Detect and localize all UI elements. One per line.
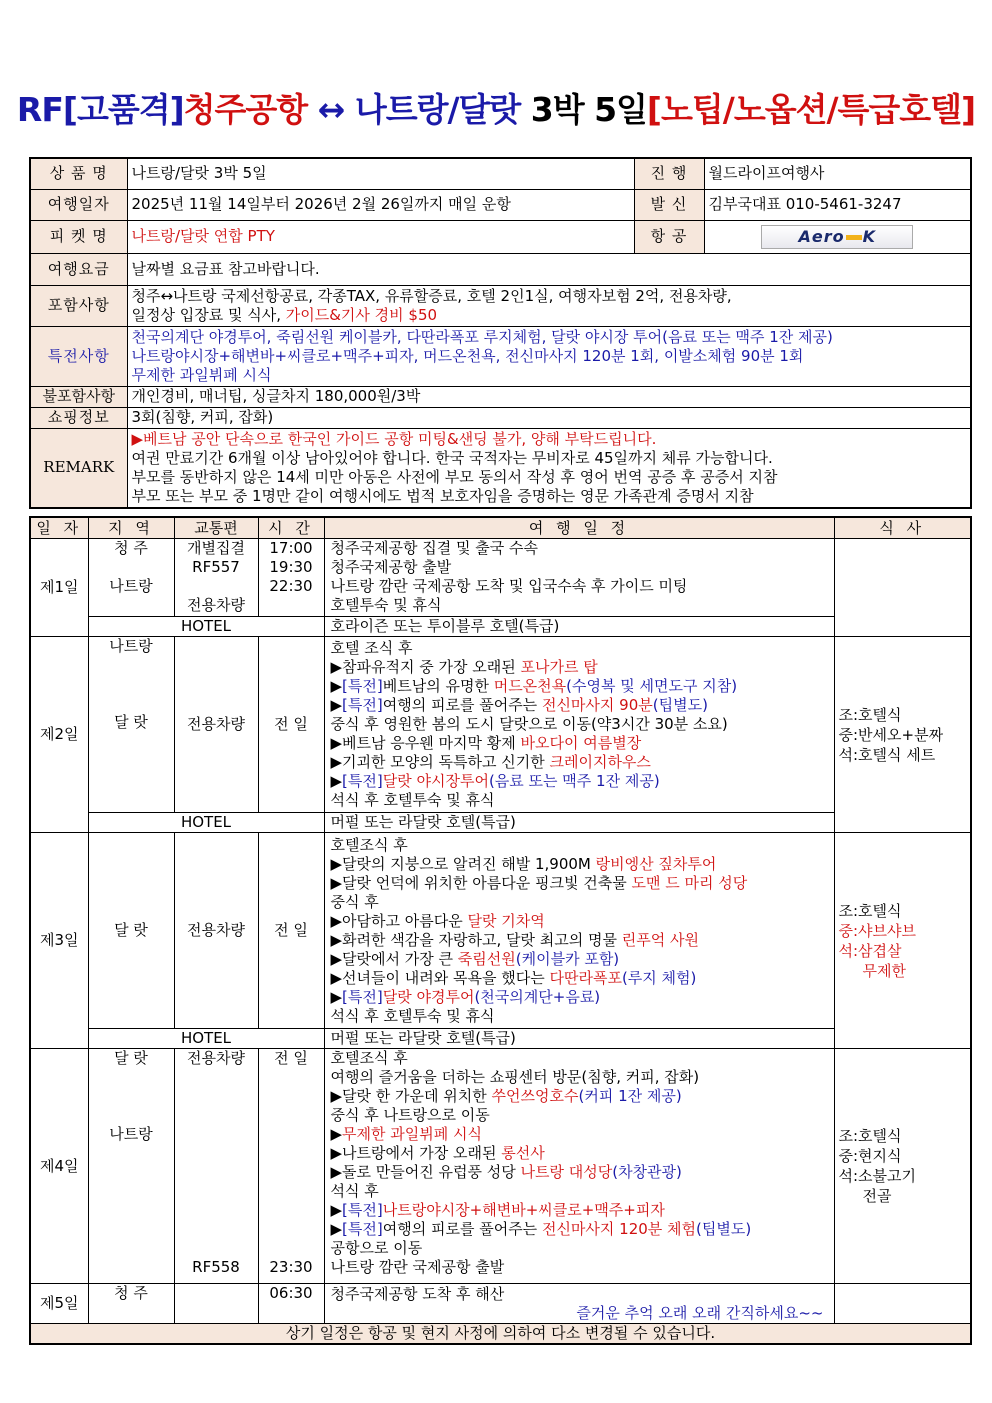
airline-logo-cell	[704, 220, 971, 253]
day1-hotel: 호라이즌 또는 투이블루 호텔(특급)	[324, 617, 834, 637]
day3-label: 제3일	[30, 833, 88, 1049]
remark-value: ▶베트남 공안 단속으로 한국인 가이드 공항 미팅&샌딩 불가, 양해 부탁드립니다. 여권 만료기간 6개월 이상 남아있어야 합니다. 한국 국적자는 무비자로 45일까지 체류 가능합니다. 부모를 동반하지 않은 14세 미만 아동은 사전에 부모 동의서 작성 후 영어 번역 공증 후 공증서 지참 부모 또는 부모 중 1명만 같이 여행시에도 법적 보호자임을 증명하는 영문 가족관계 증명서 지참	[127, 428, 971, 508]
day3-meal: 조:호텔식 중:샤브샤브 석:삼겹살 무제한	[834, 833, 971, 1049]
day3-time: 전 일	[258, 833, 324, 1029]
day5-label: 제5일	[30, 1284, 88, 1324]
header-time: 시 간	[258, 517, 324, 539]
special-value: 천국의계단 야경투어, 죽림선원 케이블카, 다딴라폭포 루지체험, 달랏 야시장 투어(음료 또는 맥주 1잔 제공) 나트랑야시장+해변바+씨클로+맥주+피자, 머드온천욕, 전신마사지 120분 1회, 이발소체험 90분 1회 무제한 과일뷔페 시식	[127, 326, 971, 386]
day2-place: 나트랑 달 랏	[88, 637, 174, 813]
issue-value: 김부국대표 010-5461-3247	[704, 189, 971, 220]
airline-label: 항 공	[634, 220, 704, 253]
day2-transport: 전용차량	[174, 637, 258, 813]
day2-hotel: 머펄 또는 라달랏 호텔(특급)	[324, 813, 834, 833]
header-meal: 식 사	[834, 517, 971, 539]
day5-transport	[174, 1284, 258, 1324]
day5-place: 청 주	[88, 1284, 174, 1324]
progress-label: 진 행	[634, 158, 704, 189]
ticket-value: 나트랑/달랏 연합 PTY	[127, 220, 634, 253]
day1-time: 17:00 19:30 22:30	[258, 539, 324, 617]
header-day: 일 자	[30, 517, 88, 539]
header-plan: 여 행 일 정	[324, 517, 834, 539]
product-value: 나트랑/달랏 3박 5일	[127, 158, 634, 189]
title-origin: 청주공항	[183, 90, 308, 129]
day5-time: 06:30	[258, 1284, 324, 1324]
day1-hotel-label: HOTEL	[88, 617, 324, 637]
title-prefix: RF[고품격]	[16, 90, 184, 129]
day4-place: 달 랏 나트랑	[88, 1049, 174, 1284]
day3-hotel: 머펄 또는 라달랏 호텔(특급)	[324, 1029, 834, 1049]
product-label: 상 품 명	[30, 158, 127, 189]
header-place: 지 역	[88, 517, 174, 539]
exclude-label: 불포함사항	[30, 386, 127, 407]
title-route: ↔ 나트랑/달랏	[307, 90, 531, 129]
shop-value: 3회(침향, 커피, 잡화)	[127, 407, 971, 428]
schedule-table	[29, 516, 972, 1345]
issue-label: 발 신	[634, 189, 704, 220]
day1-place: 청 주 나트랑	[88, 539, 174, 617]
day1-meal	[834, 539, 971, 637]
day1-row	[30, 539, 971, 617]
day3-hotel-label: HOTEL	[88, 1029, 324, 1049]
day2-meal: 조:호텔식 중:반세오+분짜 석:호텔식 세트	[834, 637, 971, 833]
day3-transport: 전용차량	[174, 833, 258, 1029]
exclude-value: 개인경비, 매너팁, 싱글차지 180,000원/3박	[127, 386, 971, 407]
day2-label: 제2일	[30, 637, 88, 833]
day4-time: 전 일 23:30	[258, 1049, 324, 1284]
day2-time: 전 일	[258, 637, 324, 813]
header-transport: 교통편	[174, 517, 258, 539]
title-tags: [노팁/노옵션/특급호텔]	[646, 90, 976, 129]
day4-plan: 호텔조식 후 여행의 즐거움을 더하는 쇼핑센터 방문(침향, 커피, 잡화) ▶달랏 한 가운데 위치한 쑤언쓰엉호수(커피 1잔 제공) 중식 후 나트랑으로 이동 ▶무제한 과일뷔페 시식 ▶나트랑에서 가장 오래된 롱선사 ▶돌로 만들어진 유럽풍 성당 나트랑 대성당(차창관광) 석식 후 ▶[특전]나트랑야시장+해변바+씨클로+맥주+피자 ▶[특전]여행의 피로를 풀어주는 전신마사지 120분 체험(팁별도) 공항으로 이동 나트랑 깜란 국제공항 출발	[324, 1049, 834, 1284]
day4-label: 제4일	[30, 1049, 88, 1284]
include-value: 청주↔나트랑 국제선항공료, 각종TAX, 유류할증료, 호텔 2인1실, 여행자보험 2억, 전용차량, 일정상 입장료 및 식사, 가이드&기사 경비 $50	[127, 285, 971, 326]
fee-value: 날짜별 요금표 참고바랍니다.	[127, 253, 971, 285]
day3-plan: 호텔조식 후 ▶달랏의 지붕으로 알려진 해발 1,900M 랑비엥산 짚차투어 ▶달랏 언덕에 위치한 아름다운 핑크빛 건축물 도맨 드 마리 성당 중식 후 ▶아담하고 아름다운 달랏 기차역 ▶화려한 색감을 자랑하고, 달랏 최고의 명물 린푸억 사원 ▶달랏에서 가장 큰 죽림선원(케이블카 포함) ▶선녀들이 내려와 목욕을 했다는 다딴라폭포(루지 체험) ▶[특전]달랏 야경투어(천국의계단+음료) 석식 후 호텔투숙 및 휴식	[324, 833, 834, 1029]
day5-plan: 청주국제공항 도착 후 해산 즐거운 추억 오래 오래 간직하세요~~	[324, 1284, 834, 1324]
day1-plan: 청주국제공항 집결 및 출국 수속 청주국제공항 출발 나트랑 깜란 국제공항 도착 및 입국수속 후 가이드 미팅 호텔투숙 및 휴식	[324, 539, 834, 617]
day1-transport: 개별집결 RF557 전용차량	[174, 539, 258, 617]
day2-plan: 호텔 조식 후 ▶참파유적지 중 가장 오래된 포나가르 탑 ▶[특전]베트남의 유명한 머드온천욕(수영복 및 세면도구 지참) ▶[특전]여행의 피로를 풀어주는 전신마사지 90분(팁별도) 중식 후 영원한 봄의 도시 달랏으로 이동(약3시간 30분 소요) ▶베트남 응우웬 마지막 황제 바오다이 여름별장 ▶기괴한 모양의 독특하고 신기한 크레이지하우스 ▶[특전]달랏 야시장투어(음료 또는 맥주 1잔 제공) 석식 후 호텔투숙 및 휴식	[324, 637, 834, 813]
aero-k-logo: Aero K	[761, 225, 913, 249]
include-label: 포함사항	[30, 285, 127, 326]
ticket-label: 피 켓 명	[30, 220, 127, 253]
shop-label: 쇼핑정보	[30, 407, 127, 428]
date-label: 여행일자	[30, 189, 127, 220]
day3-place: 달 랏	[88, 833, 174, 1029]
progress-value: 월드라이프여행사	[704, 158, 971, 189]
remark-label: REMARK	[30, 428, 127, 508]
day4-transport: 전용차량 RF558	[174, 1049, 258, 1284]
day1-label: 제1일	[30, 539, 88, 637]
day2-hotel-label: HOTEL	[88, 813, 324, 833]
fee-label: 여행요금	[30, 253, 127, 285]
special-label: 특전사항	[30, 326, 127, 386]
page-title	[0, 88, 992, 132]
title-duration: 3박 5일	[530, 90, 647, 129]
info-table	[29, 157, 972, 509]
date-value: 2025년 11월 14일부터 2026년 2월 26일까지 매일 운항	[127, 189, 634, 220]
day5-meal	[834, 1284, 971, 1324]
day4-meal: 조:호텔식 중:현지식 석:소불고기 전골	[834, 1049, 971, 1284]
schedule-footer: 상기 일정은 항공 및 현지 사정에 의하여 다소 변경될 수 있습니다.	[30, 1324, 971, 1345]
